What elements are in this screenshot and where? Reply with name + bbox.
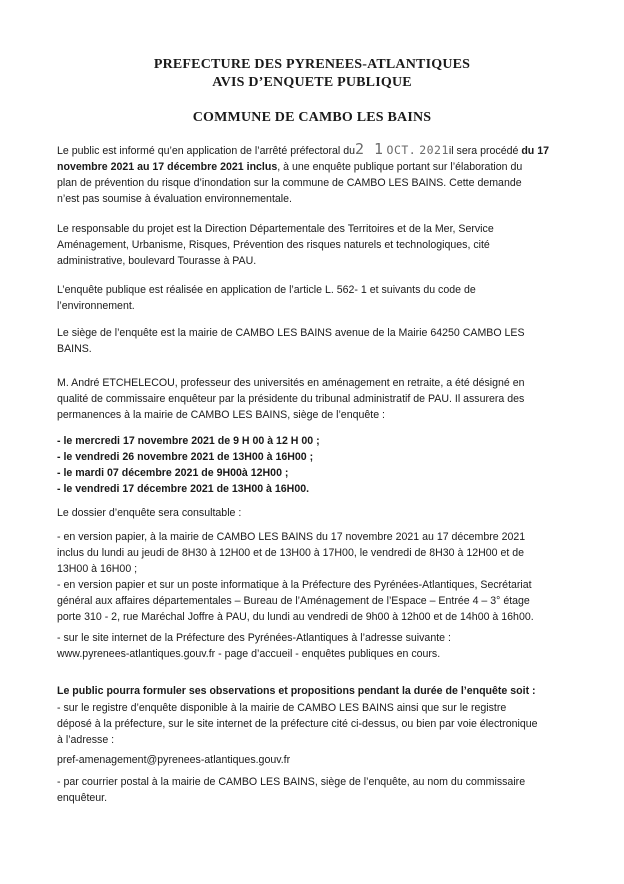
article-paragraph [57,282,565,314]
dossier-papier-mairie [57,529,565,577]
siege-line-1: Le siège de l’enquête est la mairie de CAMBO LES BAINS avenue de la Mairie 64250 CAMBO LES [57,327,525,339]
commissaire-line-2: qualité de commissaire enquêteur par la présidente du tribunal administratif de PAU. Il assurera des [57,393,525,405]
dossier-title-text: Le dossier d’enquête sera consultable : [57,507,242,519]
intro-line-2 [57,159,565,175]
siege-paragraph [57,325,565,357]
responsable-line-1: Le responsable du projet est la Direction Départementale des Territoires et de la Mer, Service [57,223,494,235]
dossier-mairie-line: - en version papier, à la mairie de CAMBO LES BAINS du 17 novembre 2021 au 17 décembre 2021 [57,531,526,543]
email-address: pref-amenagement@pyrenees-atlantiques.gouv.fr [57,754,291,766]
dossier-papier-prefecture [57,577,565,625]
responsable-line-2: Aménagement, Urbanisme, Risques, Prévention des risques naturels et technologiques, cité [57,239,490,251]
siege-line-2: BAINS. [57,343,92,355]
registre-line: déposé à la préfecture, sur le site internet de la préfecture cité ci-dessus, ou bien par voie électronique [57,718,538,730]
dossier-internet-line: - sur le site internet de la Préfecture des Pyrénées-Atlantiques à l’adresse suivante : [57,632,451,644]
responsable-line-3: administrative, boulevard Tourasse à PAU. [57,255,257,267]
intro-text-2: il sera procédé [448,145,522,157]
permanences-list [57,433,565,497]
dossier-title [57,505,565,521]
dossier-mairie-line: inclus du lundi au jeudi de 8H30 à 12H00 et de 13H00 à 17H00, le vendredi de 8H30 à 12H00 et de [57,547,525,559]
dossier-prefecture-line: général aux affaires départementales – Bureau de l’Aménagement de l’Espace – Entrée 4 – 3° étage [57,595,530,607]
commissaire-paragraph [57,375,565,423]
date-stamp-day: 2 1 [354,140,384,158]
commissaire-line-3: permanences à la mairie de CAMBO LES BAINS, siège de l’enquête : [57,409,385,421]
notice-title: AVIS D’ENQUETE PUBLIQUE [212,75,412,90]
dossier-prefecture-line: - en version papier et sur un poste informatique à la Préfecture des Pyrénées-Atlantiques, Secrétariat [57,579,532,591]
dossier-internet [57,630,565,662]
observations-courrier [57,774,565,806]
registre-line: à l’adresse : [57,734,115,746]
commissaire-line-1: M. André ETCHELECOU, professeur des universités en aménagement en retraite, a été désigné en [57,377,525,389]
observations-registre [57,700,565,748]
responsable-paragraph [57,221,565,269]
registre-line: - sur le registre d’enquête disponible à la mairie de CAMBO LES BAINS ainsi que sur le registre [57,702,507,714]
intro-line-1 [57,141,565,159]
observations-email [57,752,565,768]
dossier-prefecture-line: porte 310 - 2, rue Maréchal Joffre à PAU, du lundi au vendredi de 9h00 à 12h00 et de 14h00 à 16h00. [57,611,534,623]
courrier-line: enquêteur. [57,792,108,804]
article-line-1: L’enquête publique est réalisée en application de l’article L. 562- 1 et suivants du code de [57,284,476,296]
observations-title-text: Le public pourra formuler ses observations et propositions pendant la durée de l’enquête soit : [57,685,536,697]
observations-title [57,683,565,699]
intro-dates-bold-2: novembre 2021 au 17 décembre 2021 inclus [57,161,278,173]
intro-text-3: , à une enquête publique portant sur l’élaboration du [277,161,523,173]
permanence-item: - le vendredi 26 novembre 2021 de 13H00 à 16H00 ; [57,451,314,463]
prefecture-title: PREFECTURE DES PYRENEES-ATLANTIQUES [153,57,471,72]
dossier-mairie-line: 13H00 à 16H00 ; [57,563,138,575]
article-line-2: l’environnement. [57,300,135,312]
intro-line-4: n’est pas soumise à évaluation environnementale. [57,193,292,205]
permanence-item: - le mercredi 17 novembre 2021 de 9 H 00 à 12 H 00 ; [57,435,320,447]
intro-paragraph [57,141,565,207]
date-stamp-year: 2021 [419,143,449,157]
permanence-item: - le vendredi 17 décembre 2021 de 13H00 à 16H00. [57,483,310,495]
intro-dates-bold-1: du 17 [521,145,549,157]
intro-line-3: plan de prévention du risque d’inondation sur la commune de CAMBO LES BAINS. Cette demande [57,177,522,189]
courrier-line: - par courrier postal à la mairie de CAMBO LES BAINS, siège de l’enquête, au nom du commissaire [57,776,526,788]
intro-text-1: Le public est informé qu’en application de l’arrêté préfectoral du [57,145,355,157]
commune-title: COMMUNE DE CAMBO LES BAINS [192,110,432,125]
permanence-item: - le mardi 07 décembre 2021 de 9H00à 12H00 ; [57,467,289,479]
date-stamp-month: OCT. [386,143,417,157]
dossier-internet-line: www.pyrenees-atlantiques.gouv.fr - page d’accueil - enquêtes publiques en cours. [57,648,441,660]
